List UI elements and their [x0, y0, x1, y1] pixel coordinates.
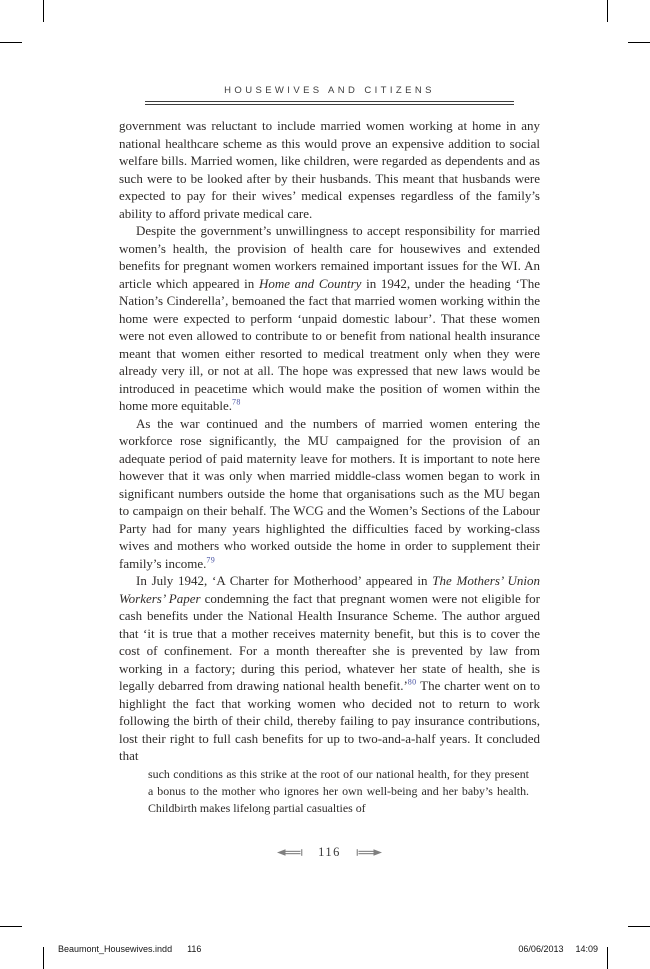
folio-line [119, 845, 540, 860]
crop-mark-bottom-left-v [43, 947, 44, 969]
proof-footer-filename [58, 944, 201, 954]
italic-text: The Mothers’ Union Workers’ Paper [119, 573, 541, 606]
footer-date: 06/06/2013 [518, 944, 564, 954]
footer-page-number: 116 [187, 944, 202, 954]
text-block [119, 117, 540, 817]
crop-mark-top-right-h [628, 42, 650, 43]
filename-text: Beaumont_Housewives.indd [58, 944, 173, 954]
arrow-right-ornament-icon [355, 848, 382, 857]
body-paragraph [119, 572, 540, 765]
footnote-ref: 79 [206, 555, 216, 565]
text-run: government was reluctant to include married women working at home in any national healthcare scheme as this would prove an expensive addition to social welfare bills. Married women, like children, were regarded as dependents and as such were to be looked after by their husbands. This meant that husbands were expected to pay for their wives’ medical expenses regardless of the family’s ability to afford private medical care. [119, 118, 540, 221]
proof-footer-datetime [518, 944, 598, 954]
text-run: In July 1942, ‘A Charter for Motherhood’ appeared in [136, 573, 433, 588]
text-run: The charter went on to highlight the fact that working women who decided not to return to work following the birth of their child, thereby failing to pay insurance contributions, lost their right to full cash benefits for up to two-and-a-half years. It concluded that [119, 678, 540, 763]
block-quote [148, 766, 529, 818]
text-run: condemning the fact that pregnant women were not eligible for cash benefits under the National Health Insurance Scheme. The author argued that ‘it is true that a mother receives maternity benefit, but this is to cover the cost of confinement. For a month thereafter she is prevented by law from working in a factory; during this period, whatever her state of health, she is legally debarred from drawing national health benefit.’ [119, 590, 541, 693]
body-paragraph [119, 117, 540, 222]
crop-mark-top-left-v [43, 0, 44, 22]
footnote-ref: 78 [232, 397, 241, 407]
text-run: As the war continued and the numbers of married women entering the workforce rose significantly, the MU campaigned for the provision of an adequate period of paid maternity leave for mothers. It is important to note here however that it was only when married middle-class women began to work in significant numbers outside the home that organisations such as the MU began to campaign on their behalf. The WCG and the Women’s Sections of the Labour Party had for many years highlighted the difficulties faced by working-class wives and mothers who worked outside the home in order to supplement their family’s income. [119, 415, 540, 571]
running-head: HOUSEWIVES AND CITIZENS [224, 85, 435, 96]
header-double-rule [145, 101, 514, 105]
italic-text: Home and Country [258, 275, 362, 291]
arrow-left-ornament-icon [277, 848, 304, 857]
crop-mark-bottom-right-v [607, 947, 608, 969]
crop-mark-top-right-v [607, 0, 608, 22]
body-paragraph [119, 222, 540, 415]
page-number: 116 [318, 845, 341, 859]
text-run: such conditions as this strike at the root of our national health, for they present a bonus to the mother who ignores her own well-being and her baby’s health. Childbirth makes lifelong partial casualties of [148, 766, 529, 816]
crop-mark-bottom-left-h [0, 926, 22, 927]
crop-mark-top-left-h [0, 42, 22, 43]
text-run: in 1942, under the heading ‘The Nation’s Cinderella’, bemoaned the fact that married women working within the home were expected to perform ‘unpaid domestic labour’. That these women were not even allowed to contribute to or benefit from national health insurance meant that women either resorted to medical treatment only when they were already very ill, or not at all. The hope was expressed that new laws would be introduced in peacetime which would make the position of women within the home more equitable. [119, 275, 540, 413]
text-run: Despite the government’s unwillingness to accept responsibility for married women’s health, the provision of health care for housewives and extended benefits for pregnant women workers remained important issues for the WI. An article which appeared in [119, 223, 540, 291]
footnote-ref: 80 [407, 677, 417, 687]
crop-mark-bottom-right-h [628, 926, 650, 927]
body-paragraph [119, 415, 540, 573]
footer-time: 14:09 [575, 944, 598, 954]
